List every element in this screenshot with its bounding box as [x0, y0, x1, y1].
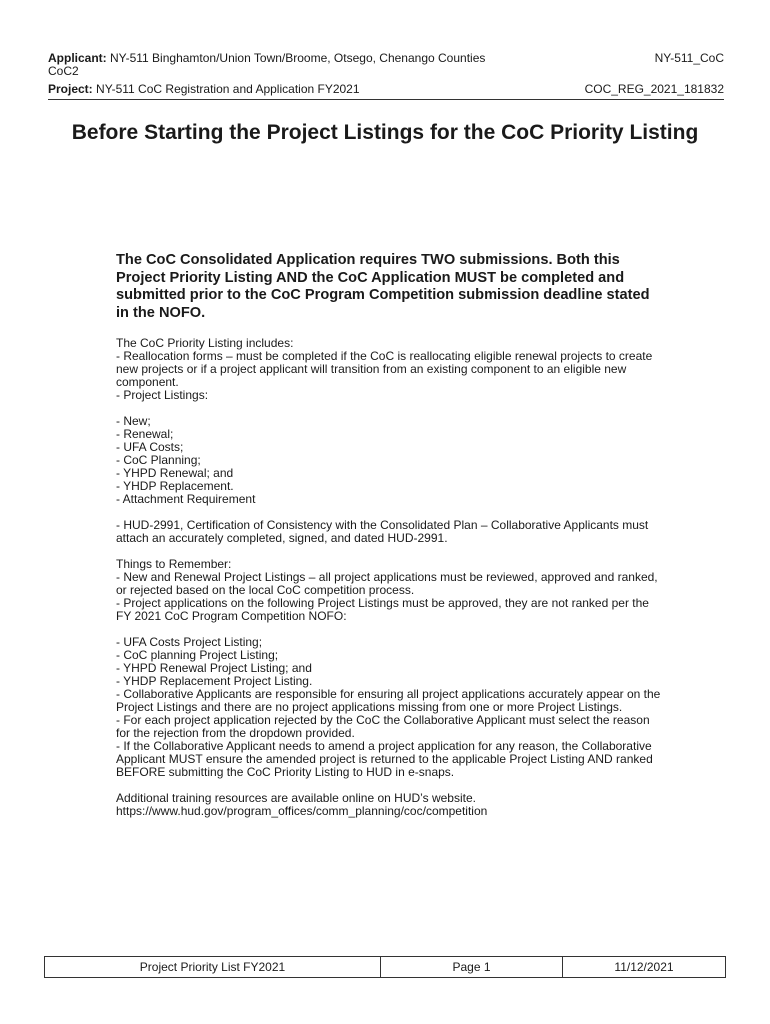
page-footer [44, 956, 726, 978]
applicant-continuation: CoC2 [48, 64, 79, 78]
footer-page-number: Page 1 [381, 957, 563, 977]
coc-id: NY-511_CoC [654, 51, 724, 65]
project-value: NY-511 CoC Registration and Application FY2021 [96, 82, 360, 96]
applicant-line [48, 52, 528, 78]
applicant-value: NY-511 Binghamton/Union Town/Broome, Otsego, Chenango Counties [110, 51, 486, 65]
registration-id: COC_REG_2021_181832 [584, 82, 724, 96]
things-to-remember: Things to Remember: - New and Renewal Project Listings – all project applications must be reviewed, approved and ranked, or rejected based on the local CoC competition process. - Project applications on the following Project Listings must be approved, they are not ranked per the FY 2021 CoC Program Competition NOFO: [116, 557, 658, 623]
footer-date: 11/12/2021 [614, 960, 674, 974]
listing-rules: - UFA Costs Project Listing; - CoC planning Project Listing; - YHPD Renewal Project Listing; and - YHDP Replacement Project Listing. - Collaborative Applicants are responsible for ensuring all project applications accurately appear on the Project Listings and there are no project applications missing from one or more Project Listings. - For each project application rejected by the CoC the Collaborative Applicant must select the reason for the rejection from the dropdown provided. - If the Collaborative Applicant needs to amend a project application for any reason, the Collaborative Applicant MUST ensure the amended project is returned to the applicable Project Listing AND ranked BEFORE submitting the CoC Priority Listing to HUD in e-snaps. [116, 635, 661, 779]
priority-listing-includes: The CoC Priority Listing includes: - Reallocation forms – must be completed if the CoC is reallocating eligible renewal projects to create new projects or if a project applicant will transition from an existing component to an eligible new component. - Project Listings: [116, 336, 653, 402]
footer-document-name: Project Priority List FY2021 [45, 957, 381, 977]
project-line [48, 83, 360, 96]
page-title: Before Starting the Project Listings for the CoC Priority Listing [71, 121, 699, 144]
training-resources: Additional training resources are available online on HUD’s website. https://www.hud.gov/program_offices/comm_planning/coc/competition [116, 791, 488, 818]
applicant-label: Applicant: [48, 51, 107, 65]
attachment-requirement: - HUD-2991, Certification of Consistency with the Consolidated Plan – Collaborative Applicants must attach an accurately completed, signed, and dated HUD-2991. [116, 518, 649, 545]
lead-paragraph: The CoC Consolidated Application requires TWO submissions. Both this Project Priority Listing AND the CoC Application MUST be completed and submitted prior to the CoC Program Competition submission deadline stated in the NOFO. [116, 252, 650, 321]
header-divider [48, 99, 724, 100]
listing-types: - New; - Renewal; - UFA Costs; - CoC Planning; - YHPD Renewal; and - YHDP Replacement. - Attachment Requirement [116, 414, 256, 506]
project-label: Project: [48, 82, 93, 96]
body-content [116, 337, 661, 818]
